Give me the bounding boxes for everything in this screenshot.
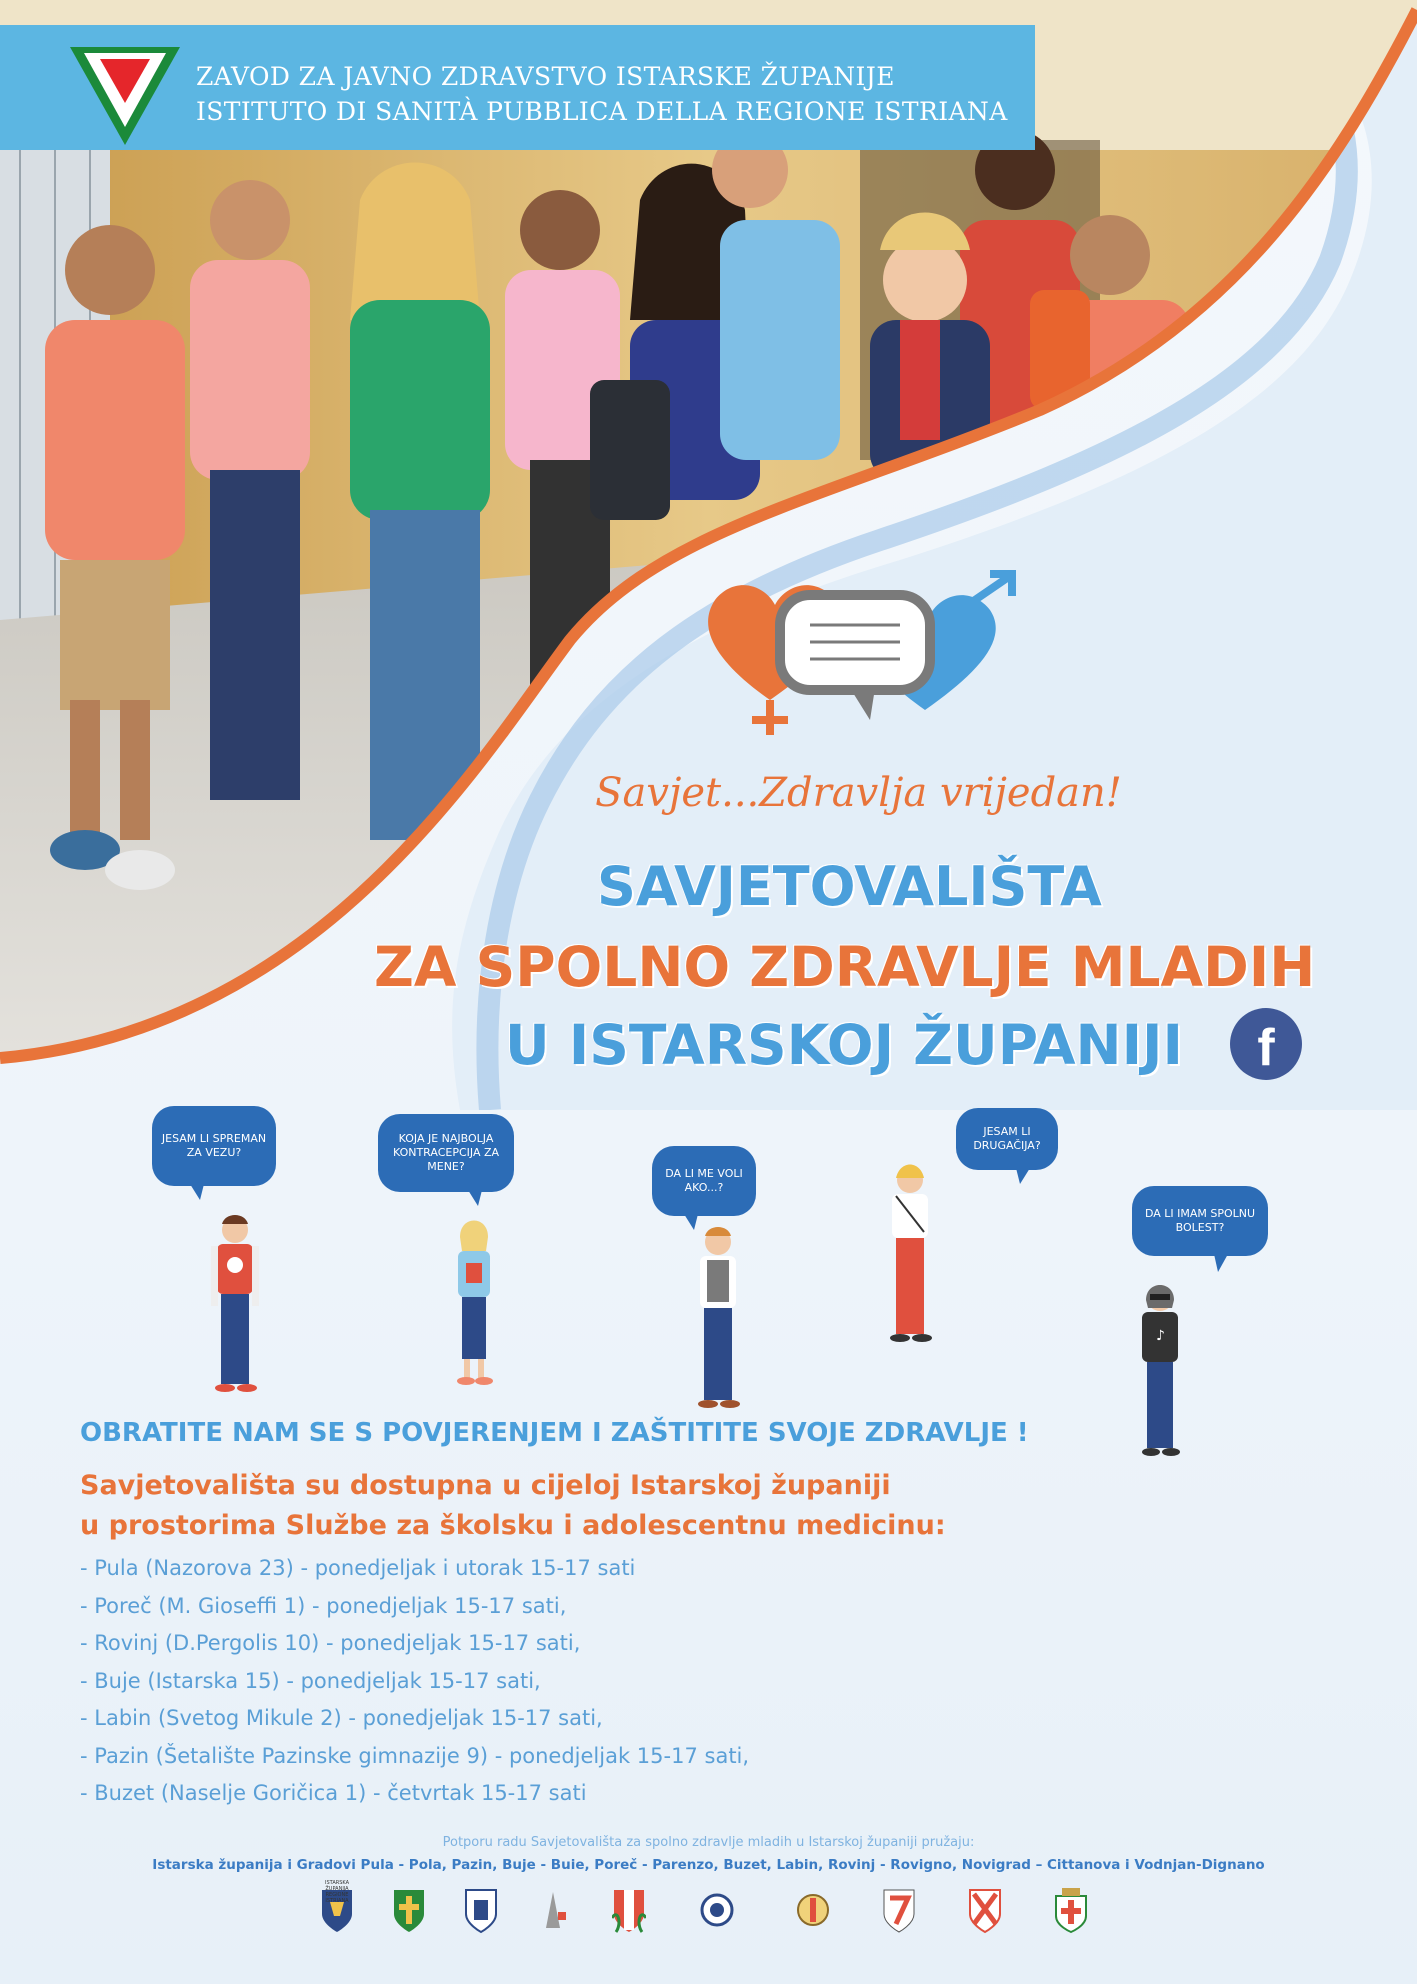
pazin-crest-icon [464, 1888, 498, 1934]
question-bubble-1: JESAM LI SPREMAN ZA VEZU? [152, 1106, 276, 1186]
pula-crest-icon [392, 1888, 426, 1934]
title-line-2: ZA SPOLNO ZDRAVLJE MLADIH [374, 935, 1316, 999]
labin-crest-icon [796, 1888, 830, 1934]
institute-name-hr: ZAVOD ZA JAVNO ZDRAVSTVO ISTARSKE ŽUPANIJE [196, 62, 895, 91]
location-item: - Pula (Nazorova 23) - ponedjeljak i utorak 15-17 sati [80, 1556, 636, 1580]
location-item: - Pazin (Šetalište Pazinske gimnazije 9) - ponedjeljak 15-17 sati, [80, 1743, 750, 1768]
teen-5 [1142, 1285, 1180, 1456]
logo-triangle-icon [70, 45, 180, 145]
support-list: Istarska županija i Gradovi Pula - Pola, Pazin, Buje - Buie, Poreč - Parenzo, Buzet, Labin, Rovinj - Rovigno, Novigrad – Cittanova i Vodnjan-Dignano [152, 1857, 1265, 1873]
call-to-action: OBRATITE NAM SE S POVJERENJEM I ZAŠTITITE SVOJE ZDRAVLJE ! [80, 1418, 1029, 1448]
location-item: - Buzet (Naselje Goričica 1) - četvrtak 15-17 sati [80, 1781, 587, 1805]
question-bubble-5: DA LI IMAM SPOLNU BOLEST? [1132, 1186, 1268, 1256]
location-item: - Poreč (M. Gioseffi 1) - ponedjeljak 15-17 sati, [80, 1593, 567, 1618]
novigrad-crest-icon [968, 1888, 1002, 1934]
question-bubble-4: JESAM LI DRUGAČIJA? [956, 1108, 1058, 1170]
rovinj-crest-icon [882, 1888, 916, 1934]
intro-line-2: u prostorima Službe za školsku i adolescentnu medicinu: [80, 1510, 946, 1541]
speech-bubble-icon [780, 595, 930, 720]
coat-of-arms-row [320, 1880, 1100, 1948]
locations-list [80, 1550, 749, 1813]
teen-2 [457, 1221, 493, 1386]
title-line-3: U ISTARSKOJ ŽUPANIJI [505, 1013, 1183, 1077]
porec-crest-icon [612, 1888, 646, 1934]
teen-4 [890, 1165, 932, 1343]
location-item: - Labin (Svetog Mikule 2) - ponedjeljak 15-17 sati, [80, 1706, 603, 1730]
intro-line-1: Savjetovališta su dostupna u cijeloj Istarskoj županiji [80, 1470, 891, 1501]
buje-crest-icon [536, 1888, 570, 1934]
vodnjan-crest-icon [1054, 1888, 1088, 1934]
question-bubble-3: DA LI ME VOLI AKO...? [652, 1146, 756, 1216]
buzet-crest-icon [700, 1888, 734, 1934]
title-line-1: SAVJETOVALIŠTA [597, 855, 1102, 918]
teen-3 [698, 1227, 740, 1408]
svg-text:♪: ♪ [1156, 1328, 1165, 1344]
support-intro: Potporu radu Savjetovališta za spolno zdravlje mladih u Istarskoj županiji pružaju: [442, 1835, 975, 1850]
location-item: - Rovinj (D.Pergolis 10) - ponedjeljak 15-17 sati, [80, 1631, 581, 1655]
tagline: Savjet...Zdravlja vrijedan! [595, 770, 1122, 816]
institute-name-it: ISTITUTO DI SANITÀ PUBBLICA DELLA REGIONE ISTRIANA [196, 97, 1008, 126]
teen-1 [211, 1215, 259, 1392]
question-bubble-2: KOJA JE NAJBOLJA KONTRACEPCIJA ZA MENE? [378, 1114, 514, 1192]
facebook-icon[interactable]: f [1230, 1008, 1302, 1080]
hearts-chat-graphic [700, 570, 1030, 745]
crest-label: ISTARSKA ŽUPANIJA REGIONE ISTRIANA [325, 1880, 349, 1904]
location-item: - Buje (Istarska 15) - ponedjeljak 15-17 sati, [80, 1668, 541, 1693]
